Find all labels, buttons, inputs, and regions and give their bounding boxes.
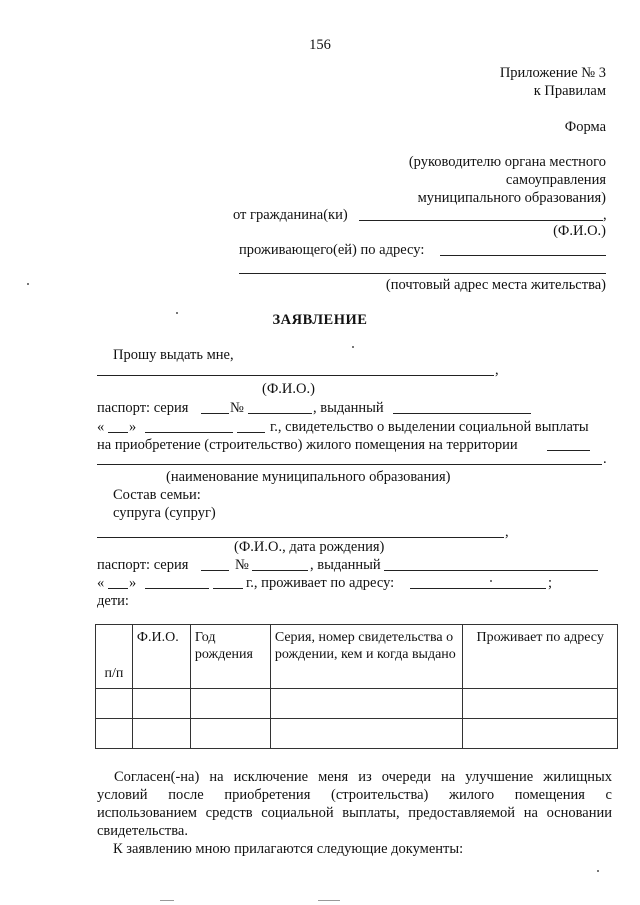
from-fio-line[interactable]	[359, 220, 603, 221]
passport-number-label: №	[230, 400, 244, 416]
quote-close: »	[129, 419, 137, 435]
address-caption: (почтовый адрес места жительства)	[385, 277, 606, 293]
scan-speck	[597, 870, 599, 872]
applicant-fio-line[interactable]	[97, 375, 494, 376]
header-birth-year: Год рождения	[190, 625, 270, 689]
family-label: Состав семьи:	[113, 487, 201, 503]
table-cell[interactable]	[96, 689, 133, 719]
spouse-issued-field[interactable]	[384, 570, 598, 571]
cert-month-field[interactable]	[145, 432, 233, 433]
table-cell[interactable]	[270, 719, 463, 749]
address-line-2[interactable]	[239, 273, 606, 274]
table-cell[interactable]	[463, 689, 618, 719]
document-title: ЗАЯВЛЕНИЕ	[272, 312, 368, 328]
scan-mark	[318, 900, 340, 901]
spouse-issued-label: , выданный	[310, 557, 381, 573]
scan-speck	[27, 283, 29, 285]
spouse-semicolon: ;	[548, 575, 553, 591]
purchase-text: на приобретение (строительство) жилого помещения на территории	[97, 437, 518, 453]
spouse-label: супруга (супруг)	[113, 505, 216, 521]
applicant-comma: ,	[495, 362, 499, 378]
passport-issued-label: , выданный	[313, 400, 384, 416]
spouse-comma: ,	[505, 524, 509, 540]
cert-day-field[interactable]	[108, 432, 128, 433]
table-cell[interactable]	[132, 689, 190, 719]
cert-text: г., свидетельство о выделении социальной выплаты	[270, 419, 589, 435]
header-certificate: Серия, номер свидетельства о рождении, кем и когда выдано	[270, 625, 463, 689]
passport-issued-field[interactable]	[393, 413, 531, 414]
children-label: дети:	[97, 593, 129, 609]
applicant-fio-caption: (Ф.И.О.)	[262, 381, 315, 397]
spouse-passport-label: паспорт: серия	[97, 557, 189, 573]
table-cell[interactable]	[270, 689, 463, 719]
consent-paragraph: Согласен(-на) на исключение меня из очереди на улучшение жилищных условий после приобретения (строительства) жилого помещения с использованием средств социальной выплаты, предоставляемой на основании свидетельства.	[97, 769, 612, 839]
scan-speck	[176, 312, 178, 314]
address-label: проживающего(ей) по адресу:	[239, 242, 425, 258]
form-label: Форма	[564, 119, 606, 135]
territory-field[interactable]	[547, 450, 590, 451]
page-number: 156	[309, 37, 331, 53]
spouse-series-field[interactable]	[201, 570, 229, 571]
addressee-line2: самоуправления	[505, 172, 606, 188]
attachments-text: К заявлению мною прилагаются следующие документы:	[113, 841, 464, 857]
table-row	[96, 689, 618, 719]
from-comma: ,	[603, 207, 607, 223]
from-fio-caption: (Ф.И.О.)	[553, 223, 606, 239]
passport-series-field[interactable]	[201, 413, 229, 414]
request-text: Прошу выдать мне,	[113, 347, 234, 363]
table-cell[interactable]	[463, 719, 618, 749]
header-address: Проживает по адресу	[463, 625, 618, 689]
appendix-rules: к Правилам	[533, 83, 606, 99]
municipality-caption: (наименование муниципального образования)	[166, 469, 451, 485]
passport-series-label: паспорт: серия	[97, 400, 189, 416]
scan-mark	[160, 900, 174, 901]
spouse-day-field[interactable]	[108, 588, 128, 589]
scan-speck	[490, 580, 492, 582]
from-label: от гражданина(ки)	[233, 207, 348, 223]
spouse-number-label: №	[235, 557, 249, 573]
table-cell[interactable]	[190, 719, 270, 749]
address-line-1[interactable]	[440, 255, 606, 256]
municipality-line[interactable]	[97, 464, 602, 465]
header-num: п/п	[96, 625, 133, 689]
cert-year-field[interactable]	[237, 432, 265, 433]
table-row	[96, 719, 618, 749]
addressee-line1: (руководителю органа местного	[408, 154, 606, 170]
spouse-year-field[interactable]	[213, 588, 243, 589]
addressee-line3: муниципального образования)	[417, 190, 606, 206]
spouse-caption: (Ф.И.О., дата рождения)	[234, 539, 385, 555]
spouse-address-field[interactable]	[410, 588, 546, 589]
table-cell[interactable]	[96, 719, 133, 749]
spouse-quote-close: »	[129, 575, 137, 591]
table-cell[interactable]	[132, 719, 190, 749]
municipality-period: .	[603, 451, 607, 467]
spouse-quote-open: «	[97, 575, 105, 591]
quote-open: «	[97, 419, 105, 435]
spouse-lives-text: г., проживает по адресу:	[246, 575, 395, 591]
appendix-number: Приложение № 3	[499, 65, 606, 81]
table-cell[interactable]	[190, 689, 270, 719]
passport-number-field[interactable]	[248, 413, 312, 414]
header-fio: Ф.И.О.	[132, 625, 190, 689]
children-table	[95, 624, 618, 749]
spouse-month-field[interactable]	[145, 588, 209, 589]
spouse-number-field[interactable]	[252, 570, 308, 571]
scan-speck	[352, 346, 354, 348]
table-header-row	[96, 625, 618, 689]
